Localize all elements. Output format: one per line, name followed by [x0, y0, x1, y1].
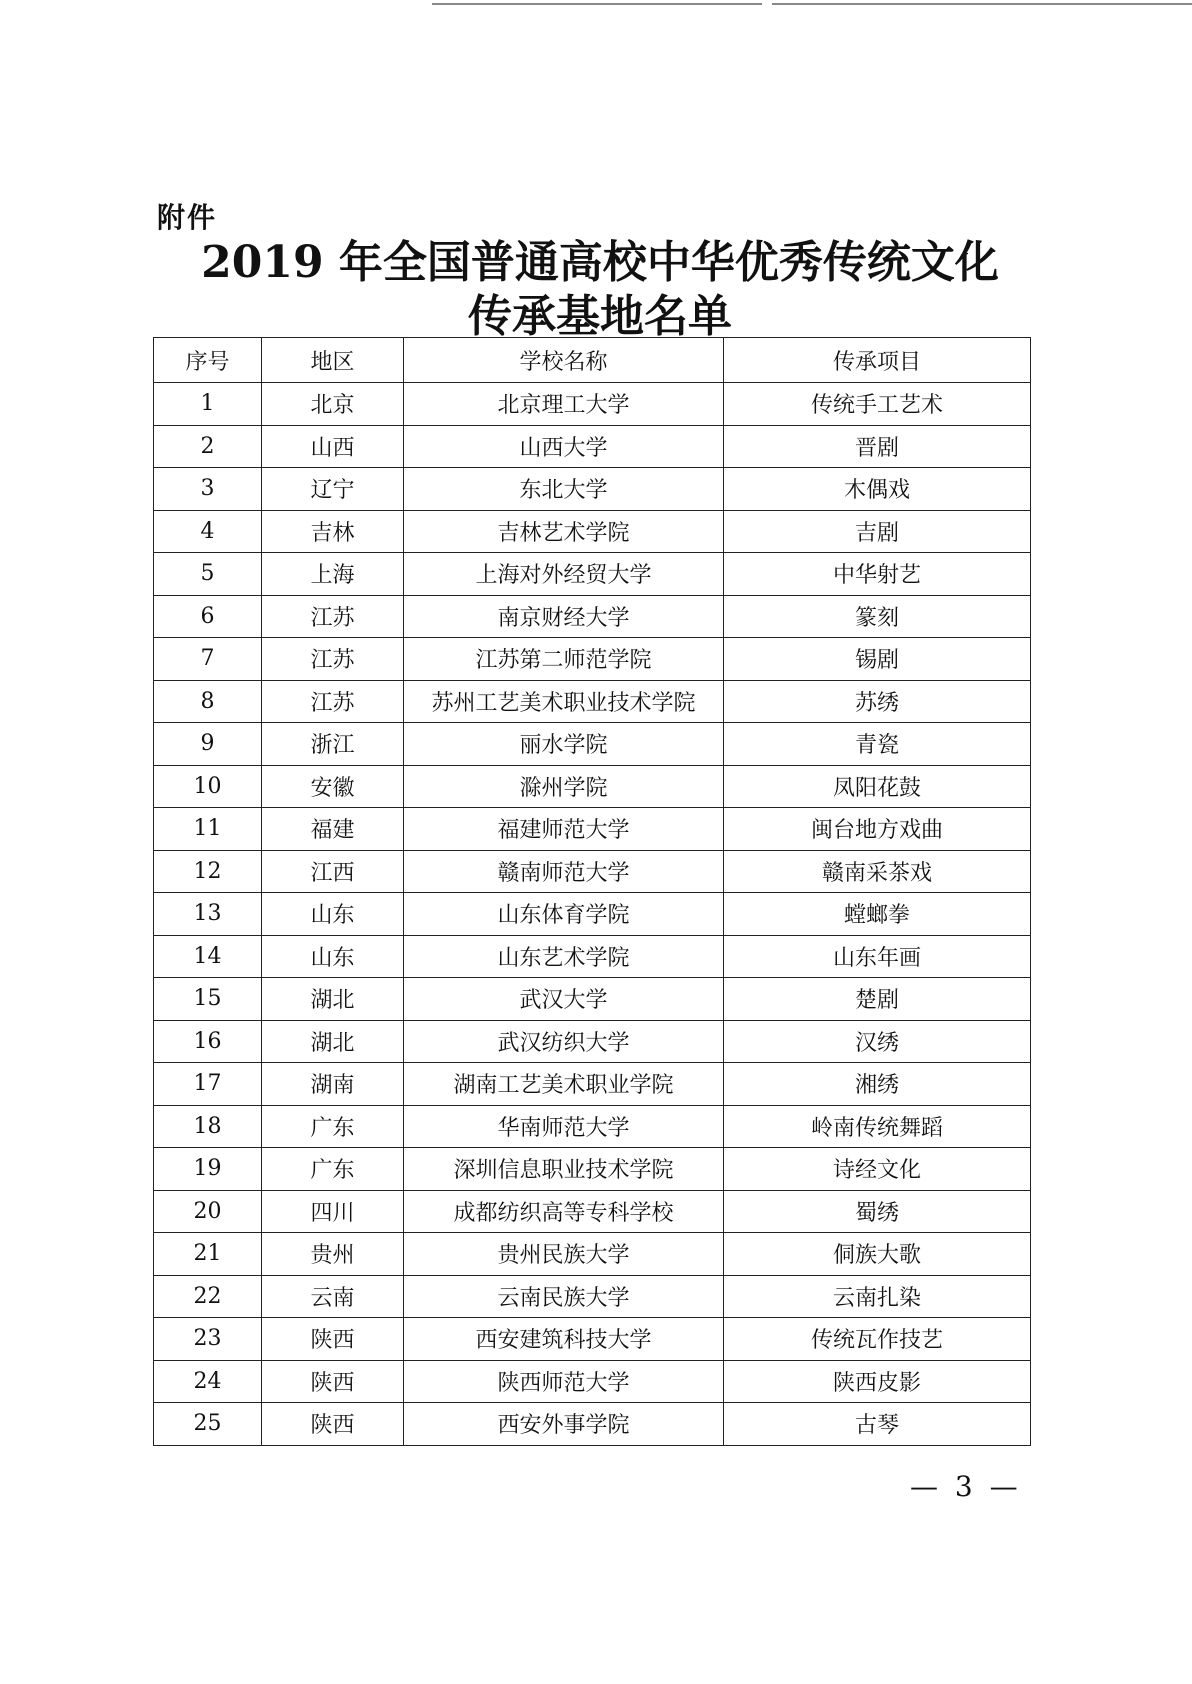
- row-index: 25: [154, 1403, 262, 1446]
- table-row: [154, 680, 1031, 723]
- table-header-row: [154, 338, 1031, 383]
- header-project: 传承项目: [724, 338, 1031, 383]
- table-row: [154, 638, 1031, 681]
- row-school: 滁州学院: [404, 765, 724, 808]
- table-row: [154, 935, 1031, 978]
- row-school: 苏州工艺美术职业技术学院: [404, 680, 724, 723]
- row-school: 成都纺织高等专科学校: [404, 1190, 724, 1233]
- row-index: 18: [154, 1105, 262, 1148]
- row-index: 21: [154, 1233, 262, 1276]
- row-school: 云南民族大学: [404, 1275, 724, 1318]
- scan-artifact-line: [432, 3, 762, 5]
- row-region: 湖北: [262, 1020, 404, 1063]
- row-project: 传统瓦作技艺: [724, 1318, 1031, 1361]
- row-region: 江西: [262, 850, 404, 893]
- table-row: [154, 383, 1031, 426]
- row-project: 篆刻: [724, 595, 1031, 638]
- header-index: 序号: [154, 338, 262, 383]
- row-school: 华南师范大学: [404, 1105, 724, 1148]
- row-project: 古琴: [724, 1403, 1031, 1446]
- row-index: 15: [154, 978, 262, 1021]
- row-index: 23: [154, 1318, 262, 1361]
- row-school: 湖南工艺美术职业学院: [404, 1063, 724, 1106]
- row-project: 诗经文化: [724, 1148, 1031, 1191]
- table-body: [154, 383, 1031, 1446]
- row-project: 木偶戏: [724, 468, 1031, 511]
- page-number: — 3 —: [910, 1470, 1022, 1503]
- row-region: 广东: [262, 1148, 404, 1191]
- row-region: 陕西: [262, 1318, 404, 1361]
- row-region: 四川: [262, 1190, 404, 1233]
- row-index: 11: [154, 808, 262, 851]
- row-index: 20: [154, 1190, 262, 1233]
- row-region: 湖南: [262, 1063, 404, 1106]
- row-index: 7: [154, 638, 262, 681]
- table-row: [154, 723, 1031, 766]
- row-project: 汉绣: [724, 1020, 1031, 1063]
- row-school: 山东艺术学院: [404, 935, 724, 978]
- scan-artifact-line: [772, 3, 1192, 5]
- table-row: [154, 1063, 1031, 1106]
- row-region: 广东: [262, 1105, 404, 1148]
- row-school: 山东体育学院: [404, 893, 724, 936]
- row-index: 14: [154, 935, 262, 978]
- row-school: 陕西师范大学: [404, 1360, 724, 1403]
- table-row: [154, 1403, 1031, 1446]
- row-project: 岭南传统舞蹈: [724, 1105, 1031, 1148]
- table-row: [154, 1020, 1031, 1063]
- row-project: 楚剧: [724, 978, 1031, 1021]
- table-row: [154, 553, 1031, 596]
- table-row: [154, 595, 1031, 638]
- header-school: 学校名称: [404, 338, 724, 383]
- row-project: 锡剧: [724, 638, 1031, 681]
- row-region: 山东: [262, 935, 404, 978]
- table-row: [154, 1233, 1031, 1276]
- row-project: 螳螂拳: [724, 893, 1031, 936]
- table-row: [154, 1190, 1031, 1233]
- table-row: [154, 1318, 1031, 1361]
- document-title-line-2: 传承基地名单: [468, 291, 732, 342]
- row-school: 上海对外经贸大学: [404, 553, 724, 596]
- row-region: 上海: [262, 553, 404, 596]
- row-school: 西安建筑科技大学: [404, 1318, 724, 1361]
- table-row: [154, 1148, 1031, 1191]
- row-index: 13: [154, 893, 262, 936]
- row-project: 闽台地方戏曲: [724, 808, 1031, 851]
- row-region: 江苏: [262, 680, 404, 723]
- row-index: 16: [154, 1020, 262, 1063]
- row-region: 浙江: [262, 723, 404, 766]
- row-project: 凤阳花鼓: [724, 765, 1031, 808]
- row-index: 17: [154, 1063, 262, 1106]
- row-school: 贵州民族大学: [404, 1233, 724, 1276]
- row-index: 8: [154, 680, 262, 723]
- row-index: 10: [154, 765, 262, 808]
- row-index: 24: [154, 1360, 262, 1403]
- row-project: 蜀绣: [724, 1190, 1031, 1233]
- row-region: 安徽: [262, 765, 404, 808]
- row-project: 山东年画: [724, 935, 1031, 978]
- row-region: 贵州: [262, 1233, 404, 1276]
- row-project: 赣南采茶戏: [724, 850, 1031, 893]
- base-list-table: [153, 337, 1031, 1446]
- row-school: 北京理工大学: [404, 383, 724, 426]
- table-row: [154, 1105, 1031, 1148]
- row-region: 云南: [262, 1275, 404, 1318]
- row-school: 深圳信息职业技术学院: [404, 1148, 724, 1191]
- row-index: 5: [154, 553, 262, 596]
- row-region: 陕西: [262, 1360, 404, 1403]
- row-region: 辽宁: [262, 468, 404, 511]
- row-index: 22: [154, 1275, 262, 1318]
- row-school: 赣南师范大学: [404, 850, 724, 893]
- row-project: 晋剧: [724, 425, 1031, 468]
- row-project: 陕西皮影: [724, 1360, 1031, 1403]
- row-region: 山东: [262, 893, 404, 936]
- row-index: 4: [154, 510, 262, 553]
- table-row: [154, 850, 1031, 893]
- row-project: 侗族大歌: [724, 1233, 1031, 1276]
- row-project: 苏绣: [724, 680, 1031, 723]
- row-index: 12: [154, 850, 262, 893]
- row-region: 江苏: [262, 595, 404, 638]
- row-school: 武汉大学: [404, 978, 724, 1021]
- document-title-line-1: 2019 年全国普通高校中华优秀传统文化: [201, 237, 999, 288]
- row-school: 江苏第二师范学院: [404, 638, 724, 681]
- row-region: 福建: [262, 808, 404, 851]
- row-school: 吉林艺术学院: [404, 510, 724, 553]
- table-row: [154, 808, 1031, 851]
- row-region: 陕西: [262, 1403, 404, 1446]
- attachment-label: 附件: [157, 201, 218, 234]
- row-index: 2: [154, 425, 262, 468]
- row-school: 南京财经大学: [404, 595, 724, 638]
- row-project: 云南扎染: [724, 1275, 1031, 1318]
- row-index: 9: [154, 723, 262, 766]
- row-school: 丽水学院: [404, 723, 724, 766]
- table-row: [154, 765, 1031, 808]
- row-region: 山西: [262, 425, 404, 468]
- row-index: 3: [154, 468, 262, 511]
- row-project: 青瓷: [724, 723, 1031, 766]
- row-school: 山西大学: [404, 425, 724, 468]
- table-row: [154, 893, 1031, 936]
- row-school: 福建师范大学: [404, 808, 724, 851]
- row-region: 吉林: [262, 510, 404, 553]
- row-project: 湘绣: [724, 1063, 1031, 1106]
- header-region: 地区: [262, 338, 404, 383]
- row-school: 东北大学: [404, 468, 724, 511]
- table-row: [154, 468, 1031, 511]
- row-index: 1: [154, 383, 262, 426]
- table-row: [154, 425, 1031, 468]
- row-region: 江苏: [262, 638, 404, 681]
- row-region: 北京: [262, 383, 404, 426]
- row-project: 中华射艺: [724, 553, 1031, 596]
- row-index: 19: [154, 1148, 262, 1191]
- row-region: 湖北: [262, 978, 404, 1021]
- row-school: 西安外事学院: [404, 1403, 724, 1446]
- row-project: 传统手工艺术: [724, 383, 1031, 426]
- row-school: 武汉纺织大学: [404, 1020, 724, 1063]
- table-row: [154, 510, 1031, 553]
- table-row: [154, 1275, 1031, 1318]
- row-project: 吉剧: [724, 510, 1031, 553]
- row-index: 6: [154, 595, 262, 638]
- table-row: [154, 1360, 1031, 1403]
- table-row: [154, 978, 1031, 1021]
